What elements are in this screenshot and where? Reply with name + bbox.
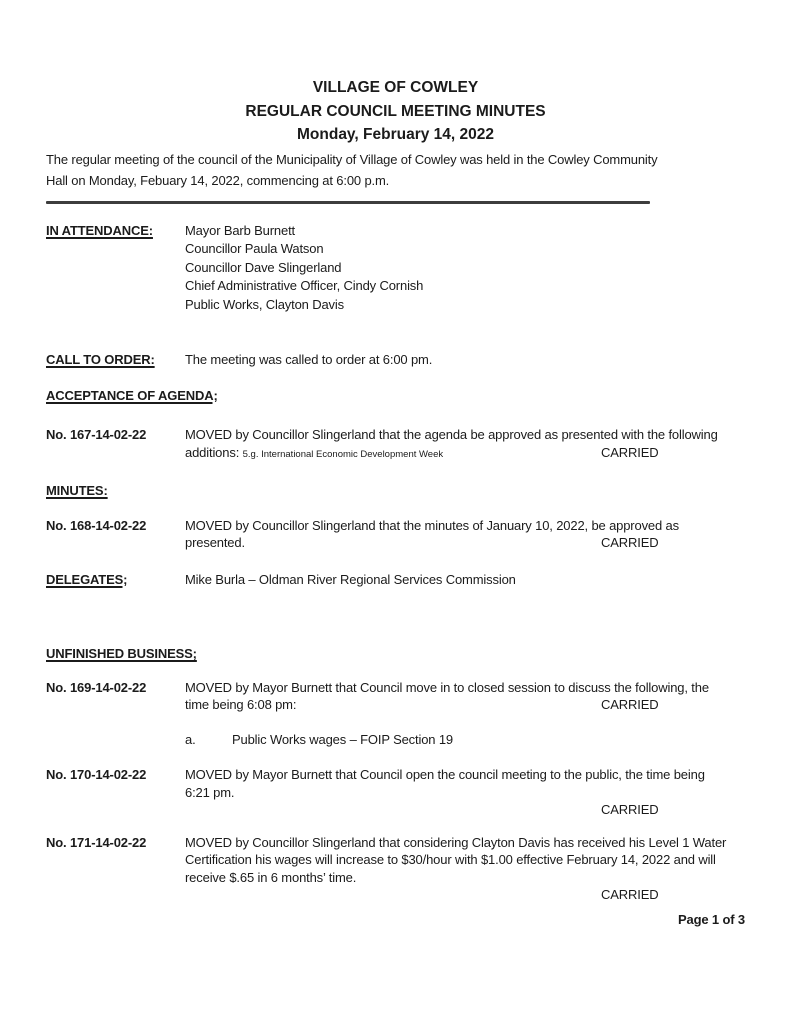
closed-session-item — [185, 731, 745, 749]
motion-text-line: presented. — [185, 535, 245, 550]
carried-status: CARRIED — [601, 802, 659, 817]
doc-title: VILLAGE OF COWLEY — [312, 79, 479, 96]
motion-text-line: MOVED by Councillor Slingerland that the minutes of January 10, 2022, be approved as — [185, 517, 679, 533]
divider-line — [46, 201, 650, 204]
doc-subtitle: REGULAR COUNCIL MEETING MINUTES — [245, 102, 546, 120]
motion-number: No. 168-14-02-22 — [46, 517, 147, 533]
motion-170 — [46, 766, 745, 819]
delegates-label: DELEGATES; — [46, 571, 128, 587]
motion-text-line: receive $.65 in 6 months’ time. — [185, 869, 357, 885]
motion-168 — [46, 517, 745, 552]
motion-number: No. 167-14-02-22 — [46, 427, 147, 442]
attendee-name: Councillor Dave Slingerland — [185, 259, 342, 275]
intro-paragraph — [46, 149, 745, 192]
attendee-name: Chief Administrative Officer, Cindy Cornish — [185, 278, 424, 293]
agenda-item-letter: a. — [185, 731, 196, 747]
carried-status: CARRIED — [601, 535, 659, 550]
doc-date: Monday, February 14, 2022 — [297, 126, 494, 143]
carried-status: CARRIED — [601, 887, 659, 902]
motion-number: No. 170-14-02-22 — [46, 767, 147, 782]
motion-169 — [46, 679, 745, 749]
carried-status: CARRIED — [601, 697, 659, 712]
attendee-name: Councillor Paula Watson — [185, 241, 324, 256]
motion-text-line: 6:21 pm. — [185, 784, 235, 800]
document-header — [46, 76, 745, 147]
motion-171 — [46, 834, 745, 904]
motion-text-line: time being 6:08 pm: — [185, 697, 297, 712]
section-heading-unfinished: UNFINISHED BUSINESS; — [46, 646, 197, 661]
motion-text-line: additions: — [185, 444, 243, 460]
attendance-list — [185, 222, 745, 315]
call-to-order-section — [46, 351, 745, 370]
motion-text-line: MOVED by Mayor Burnett that Council open the council meeting to the public, the time being — [185, 767, 705, 782]
motion-text-line: MOVED by Mayor Burnett that Council move in to closed session to discuss the following, the — [185, 679, 709, 695]
delegates-text: Mike Burla – Oldman River Regional Services Commission — [185, 571, 516, 587]
motion-number: No. 169-14-02-22 — [46, 679, 147, 695]
intro-line: The regular meeting of the council of the Municipality of Village of Cowley was held in the Cowley Community — [46, 151, 658, 167]
call-to-order-text: The meeting was called to order at 6:00 pm. — [185, 352, 433, 367]
call-to-order-label: CALL TO ORDER: — [46, 352, 155, 367]
page-number: Page 1 of 3 — [678, 912, 745, 927]
motion-number: No. 171-14-02-22 — [46, 834, 147, 850]
agenda-addition-note: 5.g. International Economic Development Week — [242, 448, 444, 460]
motion-text-line: MOVED by Councillor Slingerland that the agenda be approved as presented with the following — [185, 427, 718, 442]
delegates-section — [46, 571, 745, 590]
attendance-label: IN ATTENDANCE: — [46, 222, 153, 238]
attendee-name: Mayor Barb Burnett — [185, 222, 296, 238]
attendee-name: Public Works, Clayton Davis — [185, 296, 344, 312]
motion-167 — [46, 426, 745, 463]
section-heading-acceptance: ACCEPTANCE OF AGENDA; — [46, 387, 218, 403]
motion-text-line: MOVED by Councillor Slingerland that considering Clayton Davis has received his Level 1 Water — [185, 834, 727, 850]
section-heading-minutes: MINUTES: — [46, 483, 108, 498]
attendance-section — [46, 222, 745, 315]
agenda-item-text: Public Works wages – FOIP Section 19 — [232, 731, 454, 747]
carried-status: CARRIED — [601, 444, 659, 460]
motion-text-line: Certification his wages will increase to $30/hour with $1.00 effective February 14, 2022 and will — [185, 852, 716, 867]
intro-line: Hall on Monday, Febuary 14, 2022, commencing at 6:00 p.m. — [46, 173, 390, 188]
